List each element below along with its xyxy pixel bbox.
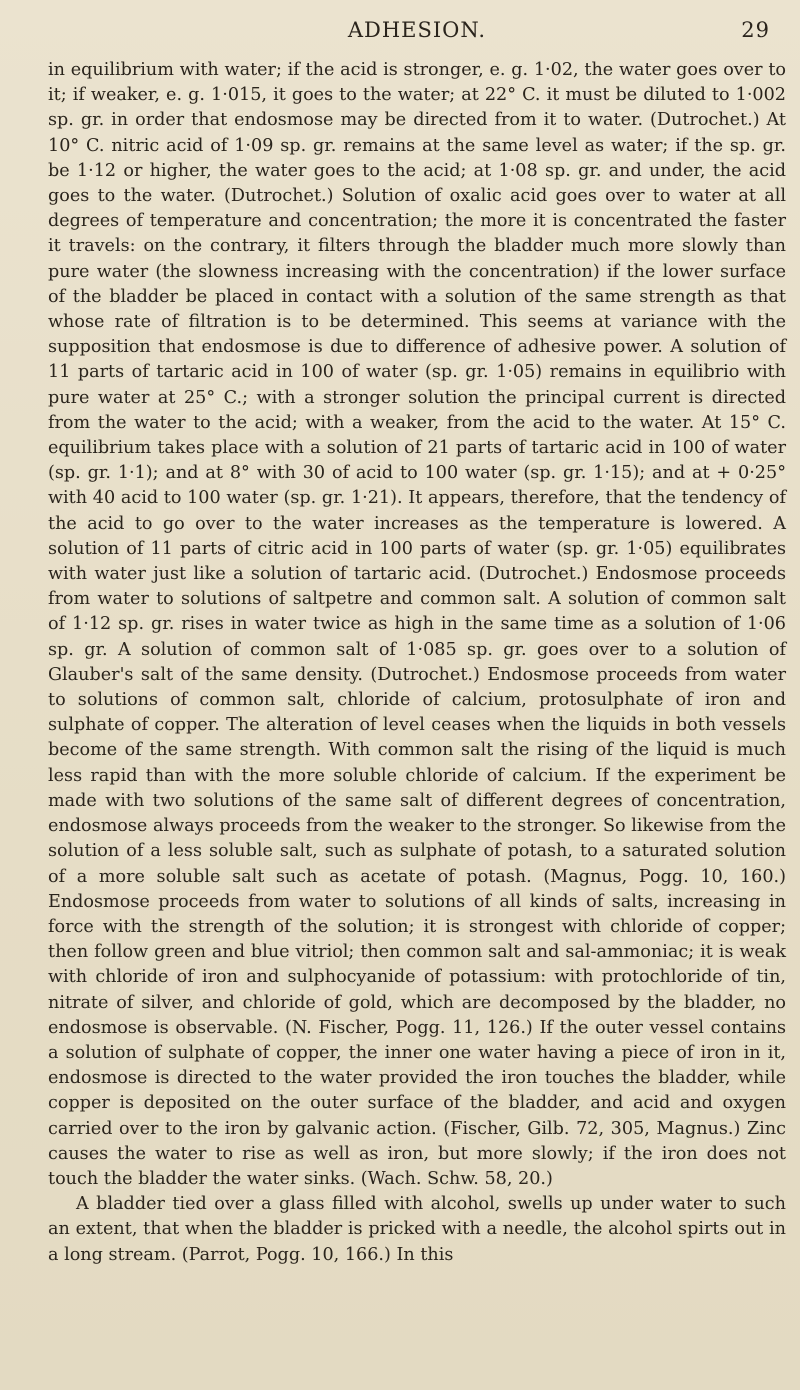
paragraph-continuation: in equilibrium with water; if the acid is stronger, e. g. 1·02, the water goes over to it; if weaker, e. g. 1·015, it goes to the water; at 22° C. it must be diluted to 1·002 sp. gr. in order that endosmose may be directed from it to water. (Dutrochet.) At 10° C. nitric acid of 1·09 sp. gr. remains at the same level as water; if the sp. gr. be 1·12 or higher, the water goes to the acid; at 1·08 sp. gr. and under, the acid goes to the water. (Dutrochet.) Solution of oxalic acid goes over to water at all degrees of temperature and concentration; the more it is concentrated the faster it travels: on the contrary, it filters through the bladder much more slowly than pure water (the slowness increasing with the concentration) if the lower surface of the bladder be placed in contact with a solution of the same strength as that whose rate of filtration is to be determined. This seems at variance with the supposition that endosmose is due to difference of adhesive power. A solution of 11 parts of tartaric acid in 100 of water (sp. gr. 1·05) remains in equilibrio with pure water at 25° C.; with a stronger solution the principal current is directed from the water to the acid; with a weaker, from the acid to the water. At 15° C. equilibrium takes place with a solution of 21 parts of tartaric acid in 100 of water (sp. gr. 1·1); and at 8° with 30 of acid to 100 water (sp. gr. 1·15); and at + 0·25° with 40 acid to 100 water (sp. gr. 1·21). It appears, therefore, that the tendency of the acid to go over to the water increases as the temperature is lowered. A solution of 11 parts of citric acid in 100 parts of water (sp. gr. 1·05) equilibrates with water just like a solution of tartaric acid. (Dutrochet.) Endosmose proceeds from water to solutions of saltpetre and common salt. A solution of common salt of 1·12 sp. gr. rises in water twice as high in the same time as a solution of 1·06 sp. gr. A solution of common salt of 1·085 sp. gr. goes over to a solution of Glauber's salt of the same density. (Dutrochet.) Endosmose proceeds from water to solutions of common salt, chloride of calcium, protosulphate of iron and sulphate of copper. The alteration of level ceases when the liquids in both vessels become of the same strength. With common salt the rising of the liquid is much less rapid than with the more soluble chloride of calcium. If the experiment be made with two solutions of the same salt of different degrees of concentration, endosmose always proceeds from the weaker to the stronger. So likewise from the solution of a less soluble salt, such as sulphate of potash, to a saturated solution of a more soluble salt such as acetate of potash. (Magnus, Pogg. 10, 160.) Endosmose proceeds from water to solutions of all kinds of salts, increasing in force with the strength of the solution; it is strongest with chloride of copper; then follow green and blue vitriol; then common salt and sal-ammoniac; it is weak with chloride of iron and sulphocyanide of potassium: with protochloride of tin, nitrate of silver, and chloride of gold, which are decomposed by the bladder, no endosmose is observable. (N. Fischer, Pogg. 11, 126.) If the outer vessel contains a solution of sulphate of copper, the inner one water having a piece of iron in it, endosmose is directed to the water provided the iron touches the bladder, while copper is deposited on the outer surface of the bladder, and acid and oxygen carried over to the iron by galvanic action. (Fischer, Gilb. 72, 305, Magnus.) Zinc causes the water to rise as well as iron, but more slowly; if the iron does not touch the bladder the water sinks. (Wach. Schw. 58, 20.) xyxy=(48,60,786,1189)
page-number: 29 xyxy=(741,18,770,42)
running-head xyxy=(48,14,786,54)
running-title: ADHESION. xyxy=(347,18,487,42)
paragraph-alcohol-bladder: A bladder tied over a glass filled with alcohol, swells up under water to such an extent, that when the bladder is pricked with a needle, the alcohol spirts out in a long stream. (Parrot, Pogg. 10, 166.) In this xyxy=(48,1194,786,1265)
body-text xyxy=(48,58,786,1268)
